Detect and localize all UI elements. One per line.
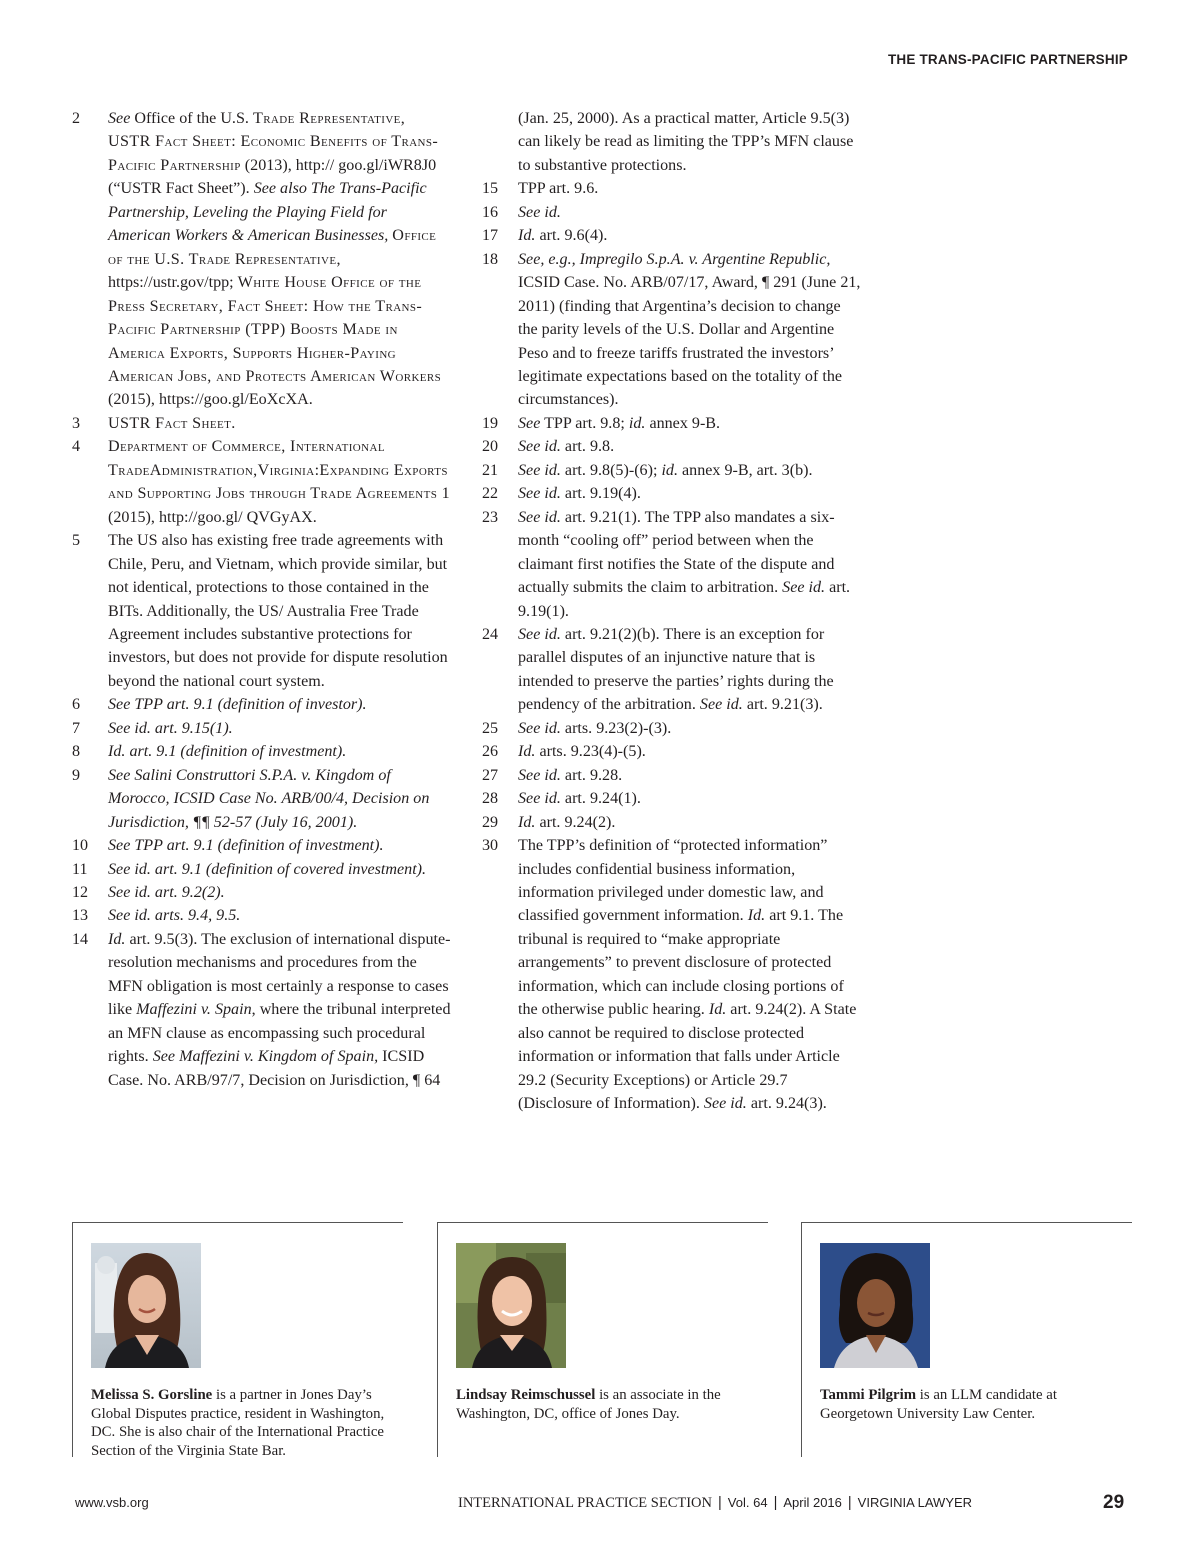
footnote-number: 21 xyxy=(482,461,499,479)
footnote xyxy=(470,459,862,482)
footnote-text: See id. xyxy=(518,203,561,221)
footnote xyxy=(60,858,452,881)
footnote-number: 26 xyxy=(482,743,499,761)
author-bio-pilgrim xyxy=(801,1222,1132,1457)
footnote-text: See id. art. 9.28. xyxy=(518,766,623,784)
footnote-text: See id. art. 9.15(1). xyxy=(108,719,233,737)
footnote-number: 30 xyxy=(482,837,499,855)
footnote-number: 13 xyxy=(72,907,89,925)
footnote-text: See TPP art. 9.1 (definition of investor). xyxy=(108,696,367,714)
bio-name: Melissa S. Gorsline xyxy=(91,1387,213,1403)
footnote xyxy=(470,787,862,810)
footnote-number: 23 xyxy=(482,508,499,526)
footer-publication-info xyxy=(458,1495,972,1512)
footnote-number: 29 xyxy=(482,813,499,831)
footnote xyxy=(470,482,862,505)
footnote-text: TPP art. 9.6. xyxy=(518,180,599,198)
footnote-text: See id. arts. 9.4, 9.5. xyxy=(108,907,241,925)
footnotes-right-column xyxy=(470,107,862,1115)
bio-name: Tammi Pilgrim xyxy=(820,1387,917,1403)
footnote-number: 16 xyxy=(482,203,499,221)
footnote xyxy=(60,107,452,412)
bio-text-gorsline xyxy=(91,1386,391,1460)
footnote-number: 3 xyxy=(72,414,81,432)
footnote-text: See id. art. 9.2(2). xyxy=(108,883,225,901)
footnotes-left-column xyxy=(60,107,452,1092)
footnote-number: 28 xyxy=(482,790,499,808)
footnote xyxy=(470,177,862,200)
footer-volume: Vol. 64 xyxy=(727,1495,768,1510)
footnote-number: 4 xyxy=(72,438,81,456)
footnote xyxy=(60,740,452,763)
footnote-number: 14 xyxy=(72,930,89,948)
footnote-number: 27 xyxy=(482,766,499,784)
footnote-number: 2 xyxy=(72,110,81,127)
footer-separator: | xyxy=(718,1495,722,1511)
footnote-text: See id. art. 9.21(2)(b). There is an exception for parallel disputes of an injunctive nature that is intended to preserve the parties’ rights during the pendency of the arbitration. See id. art. 9.21(3). xyxy=(518,625,834,714)
footnote-text: Id. art. 9.24(2). xyxy=(518,813,616,831)
author-bio-gorsline xyxy=(72,1222,403,1457)
footnote-number: 11 xyxy=(72,860,88,878)
footnote xyxy=(470,764,862,787)
footnote xyxy=(470,717,862,740)
footnote-number: 6 xyxy=(72,696,81,714)
footnote-text: See TPP art. 9.1 (definition of investment). xyxy=(108,837,384,855)
footnote xyxy=(60,928,452,1092)
footnote-text: Id. arts. 9.23(4)-(5). xyxy=(518,743,646,761)
bio-description: is an associate in the Washington, DC, office of Jones Day. xyxy=(456,1387,721,1422)
footnote xyxy=(60,881,452,904)
footnote xyxy=(470,811,862,834)
footer-separator: | xyxy=(773,1495,778,1511)
footnote xyxy=(60,764,452,834)
footnote xyxy=(60,412,452,435)
footnote-number: 18 xyxy=(482,250,499,268)
bio-name: Lindsay Reimschussel xyxy=(456,1387,596,1403)
footnote-text: The TPP’s definition of “protected information” includes confidential business information, information privileged under domestic law, and classified government information. Id. art 9.1. The tribunal is required to “make appropriate arrangements” to prevent disclosure of protected information, which can include closing portions of the otherwise public hearing. Id. art. 9.24(2). A State also cannot be required to disclose protected information or information that falls under Article 29.2 (Security Exceptions) or Article 29.7 (Disclosure of Information). See id. art. 9.24(3). xyxy=(518,837,857,1113)
footnote-text: See id. art. 9.19(4). xyxy=(518,485,641,503)
footnote xyxy=(60,693,452,716)
footer-publication: VIRGINIA LAWYER xyxy=(857,1495,973,1510)
footnote-text: Id. art. 9.5(3). The exclusion of international dispute-resolution mechanisms and procedures from the MFN obligation is most certainly a response to cases like Maffezini v. Spain, where the tribunal interpreted an MFN clause as encompassing such procedural rights. See Maffezini v. Kingdom of Spain, ICSID Case. No. ARB/97/7, Decision on Jurisdiction, ¶ 64 xyxy=(108,930,451,1089)
bio-description: is an LLM candidate at Georgetown University Law Center. xyxy=(820,1387,1057,1422)
footnote-text: See TPP art. 9.8; id. annex 9-B. xyxy=(518,414,721,432)
author-photo-reimschussel xyxy=(456,1243,566,1368)
footer-section: INTERNATIONAL PRACTICE SECTION xyxy=(458,1495,713,1511)
footnote xyxy=(60,904,452,927)
footnote-text: See id. arts. 9.23(2)-(3). xyxy=(518,719,672,737)
footnote-text: See, e.g., Impregilo S.p.A. v. Argentine Republic, ICSID Case. No. ARB/07/17, Award, ¶ 291 (June 21, 2011) (finding that Argentina’s decision to change the parity levels of the U.S. Dollar and Argentine Peso and to freeze tariffs frustrated the investors’ legitimate expectations based on the totality of the circumstances). xyxy=(518,250,861,409)
footnote-text: (Jan. 25, 2000). As a practical matter, Article 9.5(3) can likely be read as limiting the TPP’s MFN clause to substantive protections. xyxy=(518,110,854,174)
bio-text-pilgrim xyxy=(820,1386,1120,1423)
footnote xyxy=(470,201,862,224)
author-photo-gorsline xyxy=(91,1243,201,1368)
footnote xyxy=(470,834,862,1115)
footnote-number: 19 xyxy=(482,414,499,432)
footnote-number: 24 xyxy=(482,625,499,643)
footnote-text: See Office of the U.S. Trade Representative, USTR Fact Sheet: Economic Benefits of Trans-Pacific Partnership (2013), http:// goo.gl/iWR8J0 (“USTR Fact Sheet”). See also The Trans-Pacific Partnership, Leveling the Playing Field for American Workers & American Businesses, Office of the U.S. Trade Representative, https://ustr.gov/tpp; White House Office of the Press Secretary, Fact Sheet: How the Trans-Pacific Partnership (TPP) Boosts Made in America Exports, Supports Higher-Paying American Jobs, and Protects American Workers (2015), https://goo.gl/EoXcXA. xyxy=(108,110,442,409)
page-number: 29 xyxy=(1103,1492,1125,1513)
footnote xyxy=(470,412,862,435)
footnote-text: See id. art. 9.8. xyxy=(518,438,615,456)
footnote-number: 15 xyxy=(482,180,499,198)
footnote xyxy=(470,623,862,717)
footnote-number: 10 xyxy=(72,837,89,855)
footnote-number: 8 xyxy=(72,743,81,761)
footnote xyxy=(60,529,452,693)
footnote xyxy=(60,435,452,529)
footnote xyxy=(470,248,862,412)
footnote-text: See id. art. 9.21(1). The TPP also mandates a six-month “cooling off” period between when the claimant first notifies the State of the dispute and actually submits the claim to arbitration. See id. art. 9.19(1). xyxy=(518,508,851,620)
footnote-number: 17 xyxy=(482,227,499,245)
footnote xyxy=(470,506,862,623)
author-photo-pilgrim xyxy=(820,1243,930,1368)
footnote-text: See id. art. 9.8(5)-(6); id. annex 9-B, art. 3(b). xyxy=(518,461,813,479)
footer-separator: | xyxy=(847,1495,852,1511)
footnote-text: See id. art. 9.24(1). xyxy=(518,790,641,808)
author-bio-reimschussel xyxy=(437,1222,768,1457)
footnote-number: 22 xyxy=(482,485,499,503)
footnote-number: 20 xyxy=(482,438,499,456)
footnote xyxy=(60,717,452,740)
footnote-text: Id. art. 9.1 (definition of investment). xyxy=(108,743,347,761)
bio-description: is a partner in Jones Day’s Global Disputes practice, resident in Washington, DC. She is also chair of the International Practice Section of the Virginia State Bar. xyxy=(91,1387,385,1459)
footnote-number: 5 xyxy=(72,532,81,550)
footnote-number: 7 xyxy=(72,719,81,737)
footnote xyxy=(470,740,862,763)
footnote-text: Id. art. 9.6(4). xyxy=(518,227,608,245)
footnote xyxy=(470,107,862,177)
footnote xyxy=(470,435,862,458)
footnote-text: Department of Commerce, International TradeAdministration,Virginia:Expanding Exports and Supporting Jobs through Trade Agreements 1 (2015), http://goo.gl/ QVGyAX. xyxy=(108,438,451,526)
footnote xyxy=(60,834,452,857)
footer-website-link[interactable]: www.vsb.org xyxy=(75,1495,149,1510)
bio-text-reimschussel xyxy=(456,1386,756,1423)
footnote-number: 25 xyxy=(482,719,499,737)
footnote xyxy=(470,224,862,247)
footnote-text: See id. art. 9.1 (definition of covered investment). xyxy=(108,860,427,878)
footer-date: April 2016 xyxy=(783,1495,842,1510)
footnote-text: USTR Fact Sheet. xyxy=(108,414,236,432)
footnote-number: 9 xyxy=(72,766,81,784)
footnote-text: See Salini Construttori S.P.A. v. Kingdom of Morocco, ICSID Case No. ARB/00/4, Decision on Jurisdiction, ¶¶ 52-57 (July 16, 2001). xyxy=(108,766,430,831)
running-header: THE TRANS-PACIFIC PARTNERSHIP xyxy=(887,52,1128,67)
footnote-number: 12 xyxy=(72,883,89,901)
footnote-text: The US also has existing free trade agreements with Chile, Peru, and Vietnam, which provide similar, but not identical, protections to those contained in the BITs. Additionally, the US/ Australia Free Trade Agreement includes substantive protections for investors, but does not provide for dispute resolution beyond the national court system. xyxy=(108,532,448,690)
